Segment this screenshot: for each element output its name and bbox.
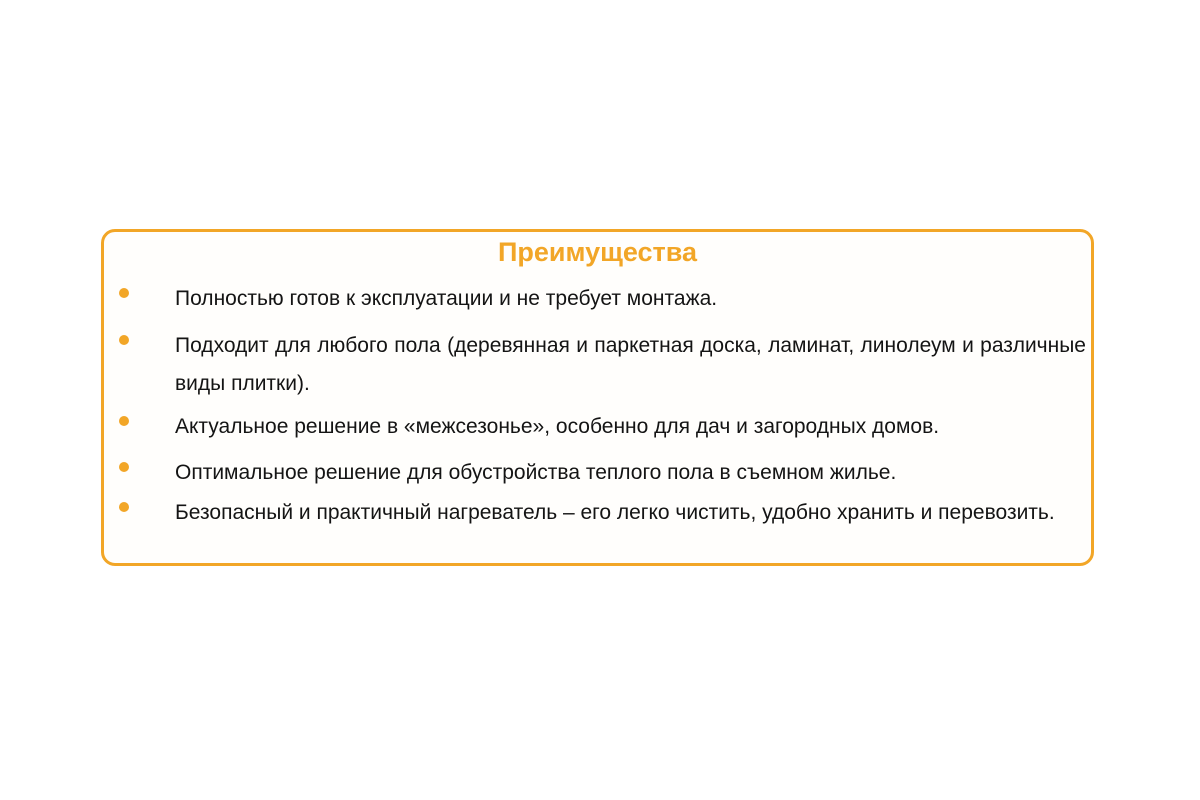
bullet-icon <box>119 462 129 472</box>
advantages-panel <box>101 229 1094 566</box>
list-item-text: Полностью готов к эксплуатации и не требует монтажа. <box>175 287 718 310</box>
advantages-list <box>104 232 1091 563</box>
list-item-text: Безопасный и практичный нагреватель – его легко чистить, удобно хранить и перевозить. <box>175 501 1055 524</box>
bullet-icon <box>119 288 129 298</box>
list-item-text: Оптимальное решение для обустройства теплого пола в съемном жилье. <box>175 461 897 484</box>
bullet-icon <box>119 502 129 512</box>
list-item-text: Подходит для любого пола (деревянная и паркетная доска, ламинат, линолеум и различные виды плитки). <box>175 334 1086 395</box>
list-item-text: Актуальное решение в «межсезонье», особенно для дач и загородных домов. <box>175 415 940 438</box>
panel-title: Преимущества <box>497 237 698 267</box>
bullet-icon <box>119 416 129 426</box>
bullet-icon <box>119 335 129 345</box>
